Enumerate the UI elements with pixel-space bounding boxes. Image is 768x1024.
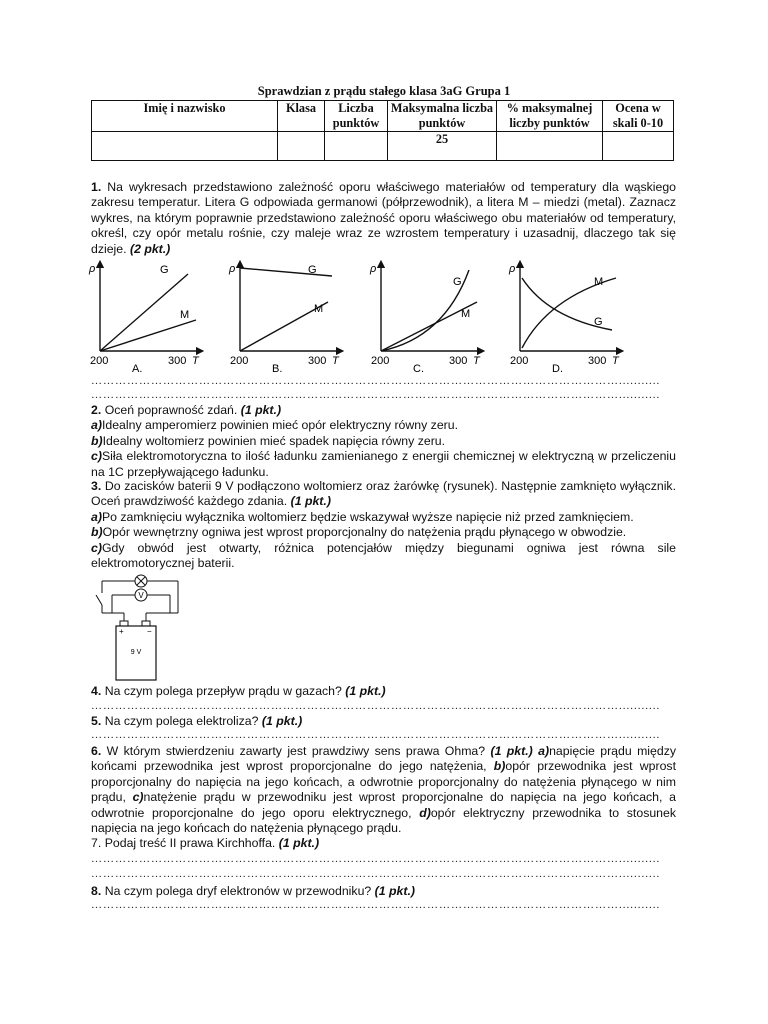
question-3 <box>91 479 676 571</box>
answer-line-q7-1[interactable]: ……………………………………………………………………………………………………………………........... <box>91 853 661 865</box>
q3-text: Do zacisków baterii 9 V podłączono woltomierz oraz żarówkę (rysunek). Następnie zamknięto wyłącznik. Oceń prawdziwość każdego zdania. <box>91 479 676 509</box>
q6-b-label: b) <box>493 759 506 774</box>
q2-c: Siła elektromotoryczna to ilość ładunku zamienianego z energii chemicznej w elektryczną w przeliczeniu na 1C przepływającego ładunku. <box>91 449 676 479</box>
graph-a-line-m <box>100 320 196 351</box>
col-points: Liczba punktów <box>325 101 388 132</box>
question-6 <box>91 744 676 852</box>
col-class: Klasa <box>278 101 325 132</box>
q7-points: (1 pkt.) <box>278 836 320 851</box>
col-name: Imię i nazwisko <box>92 101 278 132</box>
question-5 <box>91 714 676 729</box>
q3-a: Po zamknięciu wyłącznika woltomierz będzie wskazywał wyższe napięcie niż przed zamknięciem. <box>101 509 634 524</box>
voltmeter-icon <box>135 589 147 601</box>
graph-b-x-end: 300 <box>308 355 327 367</box>
graph-d-x-start: 200 <box>510 355 529 367</box>
q3-a-label: a) <box>91 509 102 524</box>
q2-a: Idealny amperomierz powinien mieć opór elektryczny równy zeru. <box>101 418 459 433</box>
voltmeter-label: V <box>138 591 144 600</box>
q6-d-label: d) <box>419 805 431 820</box>
graph-a-x-end: 300 <box>168 355 187 367</box>
q5-text: Na czym polega elektroliza? <box>104 714 259 728</box>
q2-number: 2. <box>91 403 102 417</box>
col-max-points: Maksymalna liczba punktów <box>388 101 497 132</box>
q2-a-label: a) <box>91 418 102 433</box>
graph-b-y-label: ρ <box>229 263 236 275</box>
header-table <box>91 100 674 161</box>
graph-b-line-g <box>240 268 332 276</box>
graph-a-y-label: ρ <box>89 263 96 275</box>
q2-c-label: c) <box>91 449 102 464</box>
graph-a-x-label: T <box>192 355 199 367</box>
q3-c: Gdy obwód jest otwarty, różnica potencjałów między biegunami ogniwa jest równa sile elektromotorycznej baterii. <box>91 540 676 571</box>
graph-a <box>88 263 200 375</box>
graph-d-line-m <box>522 278 616 348</box>
battery-plus: + <box>119 627 124 636</box>
q6-number: 6. <box>91 744 102 758</box>
graph-d-g-label: G <box>594 316 603 328</box>
graph-a-label: A. <box>132 363 143 375</box>
graph-a-x-start: 200 <box>90 355 109 367</box>
graph-b-x-label: T <box>332 355 339 367</box>
q2-b-label: b) <box>91 433 103 448</box>
col-percent: % maksymalnej liczby punktów <box>497 101 603 132</box>
q6-points: (1 pkt.) <box>490 744 533 758</box>
graph-c-label: C. <box>413 363 424 375</box>
graph-c-y-label: ρ <box>370 263 377 275</box>
q1-number: 1. <box>91 180 102 194</box>
question-8 <box>91 884 676 899</box>
graph-a-g-label: G <box>160 264 169 276</box>
graph-d-label: D. <box>552 363 563 375</box>
cell-grade[interactable] <box>603 132 674 161</box>
answer-line-q1-1[interactable]: ……………………………………………………………………………………………………………………........... <box>91 375 661 387</box>
graph-b-x-start: 200 <box>230 355 249 367</box>
q6-a-label: a) <box>538 744 550 758</box>
q8-points: (1 pkt.) <box>374 884 415 898</box>
q4-text: Na czym polega przepływ prądu w gazach? <box>104 684 342 698</box>
q4-number: 4. <box>91 684 102 698</box>
graph-d <box>508 263 620 375</box>
q1-graphs <box>88 258 628 376</box>
col-grade: Ocena w skali 0-10 <box>603 101 674 132</box>
answer-line-q5[interactable]: ……………………………………………………………………………………………………………………........... <box>91 729 661 741</box>
page-title: Sprawdzian z prądu stałego klasa 3aG Grupa 1 <box>257 84 511 98</box>
q2-points: (1 pkt.) <box>240 403 282 417</box>
graph-b-m-label: M <box>314 303 324 315</box>
graph-c <box>369 263 481 375</box>
graph-b <box>228 263 340 375</box>
answer-line-q8[interactable]: ……………………………………………………………………………………………………………………........... <box>91 899 661 911</box>
graph-d-x-end: 300 <box>588 355 607 367</box>
q5-number: 5. <box>91 714 102 728</box>
q1-points: (2 pkt.) <box>129 241 171 256</box>
q1-text: Na wykresach przedstawiono zależność oporu właściwego materiałów od temperatury dla wąskiego zakresu temperatur. Litera G odpowiada germanowi (półprzewodnik), a litera M – miedzi (metal). Zaznacz wykres, na którym poprawnie przedstawiono zależność oporu właściwego obu materiałów od temperatury, określ, czy opór metalu rośnie, czy maleje wraz ze wzrostem temperatury i uzasadnij, dlaczego tak się dzieje. <box>91 180 676 256</box>
bulb-icon <box>135 575 147 587</box>
graph-c-x-end: 300 <box>449 355 468 367</box>
q5-points: (1 pkt.) <box>261 714 303 728</box>
q6-c-label: c) <box>132 790 144 805</box>
cell-class[interactable] <box>278 132 325 161</box>
graph-a-m-label: M <box>180 309 190 321</box>
q3-c-label: c) <box>91 540 102 555</box>
graph-d-m-label: M <box>594 276 604 288</box>
q6-text: W którym stwierdzeniu zawarty jest prawdziwy sens prawa Ohma? <box>106 744 486 758</box>
graph-c-x-label: T <box>473 355 480 367</box>
answer-line-q4[interactable]: ……………………………………………………………………………………………………………………........... <box>91 700 661 712</box>
graph-a-line-g <box>100 274 188 351</box>
q4-points: (1 pkt.) <box>345 684 386 698</box>
q6-b: opór przewodnika jest wprost proporcjonalny do napięcia na jego końcach, a odwrotnie proporcjonalny do natężenia płynącego w nim prądu, <box>91 759 676 805</box>
q6-c: natężenie prądu w przewodniku jest wprost proporcjonalne do napięcia na jego końcach, a odwrotnie proporcjonalne do jego oporu elektrycznego, <box>91 790 676 820</box>
q3-number: 3. <box>91 479 102 493</box>
cell-max-points: 25 <box>388 132 497 161</box>
graph-d-y-label: ρ <box>509 263 516 275</box>
question-1 <box>91 180 676 257</box>
graph-c-m-label: M <box>461 308 471 320</box>
q6-a: napięcie prądu między końcami przewodnika jest wprost proporcjonalne do jego natężenia, <box>91 744 677 774</box>
battery-minus: − <box>147 627 152 636</box>
cell-percent[interactable] <box>497 132 603 161</box>
q6-d: opór elektryczny przewodnika to stosunek napięcia na jego końcach do natężenia płynącego prądu. <box>91 805 677 836</box>
q3-b: Opór wewnętrzny ogniwa jest wprost proporcjonalny do natężenia prądu płynącego w obwodzie. <box>102 525 627 540</box>
graph-d-x-label: T <box>612 355 619 367</box>
cell-points[interactable] <box>325 132 388 161</box>
battery-icon <box>116 621 156 680</box>
q2-text: Oceń poprawność zdań. <box>104 403 238 417</box>
q2-b: Idealny woltomierz powinien mieć spadek napięcia równy zeru. <box>102 433 446 448</box>
battery-label: 9 V <box>130 649 142 656</box>
graph-c-x-start: 200 <box>371 355 390 367</box>
question-2 <box>91 403 676 480</box>
circuit-diagram <box>92 571 192 683</box>
q7-number: 7. <box>91 836 102 851</box>
cell-name[interactable] <box>92 132 278 161</box>
answer-line-q1-2[interactable]: ……………………………………………………………………………………………………………………........... <box>91 389 661 401</box>
graph-c-g-label: G <box>453 276 462 288</box>
q3-points: (1 pkt.) <box>290 494 331 509</box>
q3-b-label: b) <box>91 525 103 540</box>
q8-text: Na czym polega dryf elektronów w przewodniku? <box>104 884 372 898</box>
switch-icon <box>96 595 102 605</box>
q8-number: 8. <box>91 884 102 898</box>
q7-text: Podaj treść II prawa Kirchhoffa. <box>104 836 276 851</box>
answer-line-q7-2[interactable]: ……………………………………………………………………………………………………………………........... <box>91 868 661 880</box>
question-4 <box>91 684 676 699</box>
graph-b-g-label: G <box>308 264 317 276</box>
graph-b-label: B. <box>272 363 283 375</box>
